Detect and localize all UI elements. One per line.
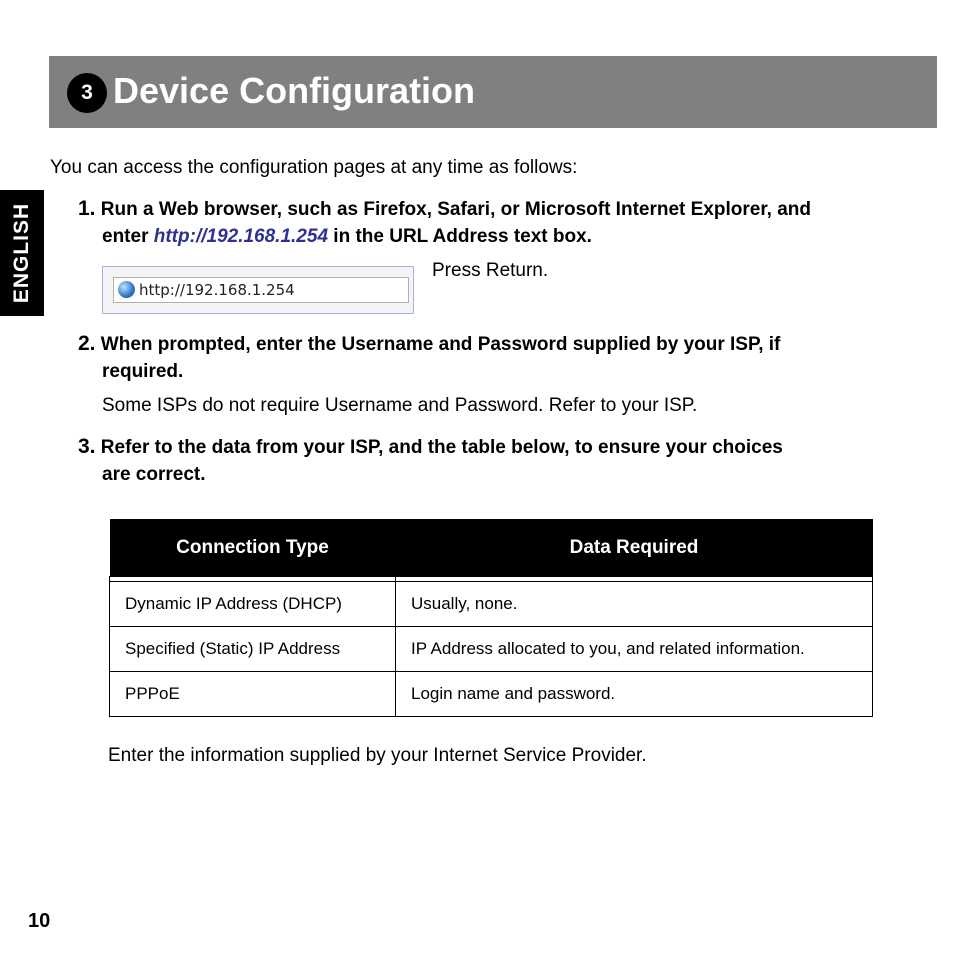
table-header-row [110,519,873,577]
column-header-data-required: Data Required [396,519,873,577]
table-row [110,672,873,717]
table-cell: Usually, none. [396,582,873,627]
page-number: 10 [28,910,51,932]
step-2-line1: When prompted, enter the Username and Password supplied by your ISP, if [100,334,781,355]
column-header-connection-type: Connection Type [110,519,396,577]
step-2-line2: required. [102,361,184,382]
connection-type-table [109,519,873,717]
table-row [110,582,873,627]
step-1-line2-rest: in the URL Address text box. [328,226,592,247]
config-url-link[interactable]: http://192.168.1.254 [153,226,329,247]
step-2-note: Some ISPs do not require Username and Password. Refer to your ISP. [102,395,698,416]
section-number-badge: 3 [67,73,107,113]
step-1-note: Press Return. [432,260,549,281]
globe-icon [118,281,135,298]
table-cell: Dynamic IP Address (DHCP) [110,582,396,627]
table-cell: Login name and password. [396,672,873,717]
step-3-number: 3. [78,435,96,458]
url-bar-screenshot [102,266,414,314]
url-address-field [113,277,409,303]
page-title: Device Configuration [113,70,476,111]
intro-text: You can access the configuration pages at any time as follows: [50,157,578,178]
table-row [110,627,873,672]
step-3-line2: are correct. [102,464,206,485]
table-cell: Specified (Static) IP Address [110,627,396,672]
step-1-enter: enter [102,226,154,247]
language-tab-label: ENGLISH [10,202,33,304]
footer-instruction: Enter the information supplied by your Internet Service Provider. [108,745,647,766]
url-address-value: http://192.168.1.254 [139,281,295,299]
table-cell: PPPoE [110,672,396,717]
step-1-line1: Run a Web browser, such as Firefox, Safari, or Microsoft Internet Explorer, and [100,199,812,220]
table-cell: IP Address allocated to you, and related information. [396,627,873,672]
language-tab [0,190,44,316]
step-2 [78,330,780,385]
step-3 [78,433,783,488]
step-1-number: 1. [78,197,96,220]
step-2-number: 2. [78,332,96,355]
step-1 [78,195,811,250]
step-3-line1: Refer to the data from your ISP, and the table below, to ensure your choices [100,437,783,458]
